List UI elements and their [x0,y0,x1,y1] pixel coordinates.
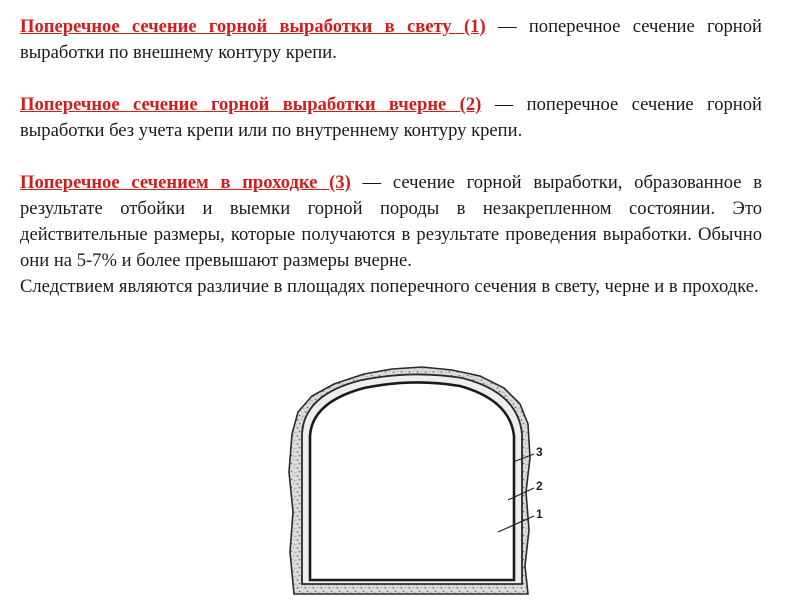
definition-excavation-section-text: — сечение горной выработки, образованное в результате отбойки и выемки горной породы в незакрепленном состоянии. Это действительные размеры, которые получаются в результате проведения выработки. Обычно они на 5-7% и более превышают размеры вчерне. [20,172,762,271]
term-excavation-section: Поперечное сечением в проходке (3) [20,172,351,193]
definition-excavation-section [20,170,762,274]
cross-section-diagram [272,362,562,598]
term-clear-section: Поперечное сечение горной выработки в свету (1) [20,16,486,37]
definition-rough-section [20,92,762,144]
label-1: 1 [536,507,543,521]
label-2: 2 [536,479,543,493]
conclusion-text: Следствием являются различие в площадях поперечного сечения в свету, черне и в проходке. [20,276,759,297]
clear-contour-inner [310,382,514,580]
definition-clear-section [20,14,762,66]
label-3: 3 [536,445,543,459]
term-rough-section: Поперечное сечение горной выработки вчерне (2) [20,94,482,115]
text-block [20,14,762,300]
definition-rough-section-text: — поперечное сечение горной выработки без учета крепи или по внутреннему контуру крепи. [20,94,762,141]
cross-section-figure [272,362,562,598]
definition-clear-section-text: — поперечное сечение горной выработки по внешнему контуру крепи. [20,16,762,63]
